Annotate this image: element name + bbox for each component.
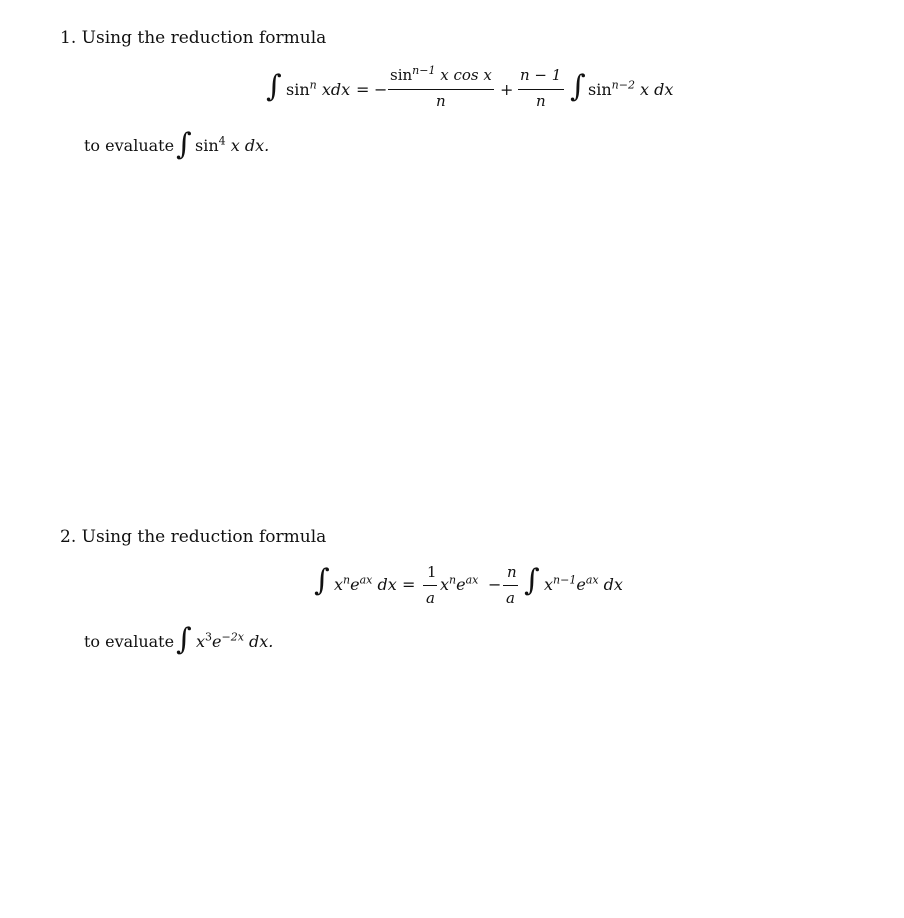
problem-1-target-fn: sin <box>195 136 219 155</box>
formula-1-lhs-var: xdx <box>321 80 351 99</box>
formula-1-rhs-integral: ∫ <box>570 69 586 104</box>
formula-2-lhs-e: e <box>350 575 360 594</box>
formula-2-mid-e: e <box>456 575 466 594</box>
problem-1-target-pow: 4 <box>218 134 226 148</box>
problem-1-target-integral: ∫ <box>176 127 192 162</box>
problem-2-target-integral: ∫ <box>176 622 192 657</box>
formula-2-frac2-bar <box>503 585 518 586</box>
formula-2-rhs-epow: ax <box>585 573 599 587</box>
problem-2-target-epow: −2x <box>221 630 244 644</box>
formula-2-mid-epow: ax <box>465 573 479 587</box>
formula-2-lhs <box>334 575 397 594</box>
problem-2-target-x: x <box>196 632 206 651</box>
problem-1-heading <box>60 28 326 48</box>
problem-2-heading <box>60 527 326 547</box>
problem-2-evaluate <box>84 632 174 651</box>
formula-2-lhs-dx: dx <box>377 575 397 594</box>
problem-1-number: 1. <box>60 28 77 48</box>
formula-2-rhs-x: x <box>544 575 554 594</box>
problem-1-intro: Using the reduction formula <box>81 28 327 48</box>
formula-1-lhs-pow: n <box>309 78 317 92</box>
problem-1-target-var: x dx. <box>230 136 270 155</box>
formula-1-frac1-rest: x cos x <box>440 66 492 84</box>
formula-2-rhs-dx: dx <box>603 575 623 594</box>
formula-1-lhs <box>286 80 350 99</box>
problem-2-target-e: e <box>212 632 222 651</box>
formula-2-lhs-epow: ax <box>359 573 373 587</box>
problem-1-evaluate <box>84 136 174 155</box>
formula-1-frac2-bar <box>518 89 564 90</box>
formula-1-lhs-integral: ∫ <box>266 69 282 104</box>
formula-1-frac1-numerator <box>390 66 492 84</box>
problem-2-target-var: dx. <box>249 632 274 651</box>
formula-1-rhs-fn: sin <box>588 80 612 99</box>
formula-1-rhs <box>588 80 673 99</box>
formula-2-frac1-numerator: 1 <box>427 563 437 581</box>
formula-1-rhs-pow: n−2 <box>611 78 635 92</box>
formula-1-plus: + <box>500 80 514 99</box>
formula-2-minus: − <box>488 575 502 594</box>
problem-2-target-xpow: 3 <box>205 630 213 644</box>
formula-2-lhs-integral: ∫ <box>314 563 330 598</box>
problem-2-number: 2. <box>60 527 77 547</box>
formula-2-frac1-bar <box>423 585 437 586</box>
formula-1-lhs-fn: sin <box>286 80 310 99</box>
formula-2-mid-x: x <box>440 575 450 594</box>
problem-2-evaluate-label: to evaluate <box>84 632 175 651</box>
formula-2-rhs-integral: ∫ <box>524 563 540 598</box>
formula-1-equals: = <box>356 80 370 99</box>
formula-1-frac1-fn: sin <box>390 66 413 84</box>
formula-2-frac1-denominator: a <box>426 589 435 607</box>
formula-2-mid-xpow: n <box>449 573 457 587</box>
problem-1-evaluate-label: to evaluate <box>84 136 175 155</box>
problem-1-target <box>195 136 269 155</box>
formula-2-rhs-e: e <box>576 575 586 594</box>
formula-2-rhs-xpow: n−1 <box>553 573 577 587</box>
formula-2-equals: = <box>402 575 416 594</box>
formula-1-rhs-var: x dx <box>640 80 674 99</box>
formula-1-frac2-denominator: n <box>536 92 546 110</box>
problem-2-target <box>196 632 273 651</box>
formula-1-frac1-denominator: n <box>436 92 446 110</box>
formula-2-rhs <box>544 575 623 594</box>
formula-2-frac2-denominator: a <box>506 589 515 607</box>
formula-1-frac2-numerator: n − 1 <box>520 66 562 84</box>
formula-1-frac1-pow: n−1 <box>412 64 436 77</box>
formula-2-frac2-numerator: n <box>507 563 517 581</box>
formula-1-minus: − <box>374 80 388 99</box>
formula-1-frac1-bar <box>388 89 494 90</box>
formula-2-mid <box>440 575 478 594</box>
formula-2-lhs-x: x <box>334 575 344 594</box>
formula-2-lhs-xpow: n <box>343 573 351 587</box>
problem-2-intro: Using the reduction formula <box>81 527 327 547</box>
